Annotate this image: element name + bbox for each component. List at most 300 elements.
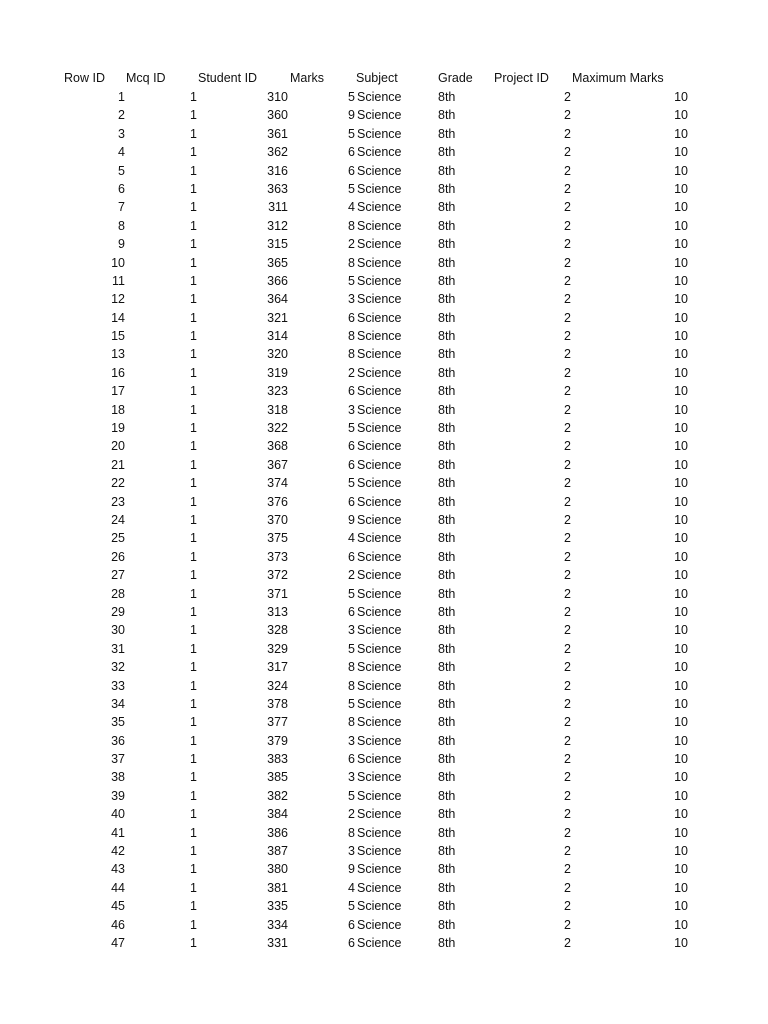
table-row (0, 658, 768, 676)
table-row (0, 327, 768, 345)
cell-marks: 6 (348, 439, 355, 454)
cell-row-id: 13 (111, 347, 125, 362)
cell-marks: 9 (348, 512, 355, 527)
table-row (0, 805, 768, 823)
cell-mcq-id: 1 (190, 770, 197, 785)
cell-marks: 6 (348, 549, 355, 564)
cell-row-id: 18 (111, 402, 125, 417)
table-row (0, 603, 768, 621)
header-grade: Grade (438, 71, 473, 85)
cell-marks: 4 (348, 200, 355, 215)
cell-mcq-id: 1 (190, 273, 197, 288)
cell-grade: 8th (438, 531, 456, 546)
cell-maximum-marks: 10 (674, 935, 688, 950)
cell-maximum-marks: 10 (674, 788, 688, 803)
cell-mcq-id: 1 (190, 145, 197, 160)
cell-maximum-marks: 10 (674, 126, 688, 141)
cell-marks: 4 (348, 531, 355, 546)
table-row (0, 198, 768, 216)
cell-row-id: 1 (118, 90, 125, 104)
cell-row-id: 16 (111, 365, 125, 380)
cell-mcq-id: 1 (190, 917, 197, 932)
cell-project-id: 2 (564, 770, 571, 785)
cell-grade: 8th (438, 273, 456, 288)
cell-student-id: 315 (267, 237, 288, 252)
cell-marks: 8 (348, 660, 355, 675)
cell-maximum-marks: 10 (674, 825, 688, 840)
cell-row-id: 40 (111, 807, 125, 822)
cell-marks: 3 (348, 770, 355, 785)
cell-project-id: 2 (564, 200, 571, 215)
cell-maximum-marks: 10 (674, 476, 688, 491)
cell-row-id: 33 (111, 678, 125, 693)
cell-student-id: 377 (267, 715, 288, 730)
cell-subject: Science (357, 512, 402, 527)
cell-maximum-marks: 10 (674, 678, 688, 693)
cell-grade: 8th (438, 163, 456, 178)
cell-mcq-id: 1 (190, 457, 197, 472)
cell-maximum-marks: 10 (674, 641, 688, 656)
cell-project-id: 2 (564, 365, 571, 380)
cell-project-id: 2 (564, 825, 571, 840)
cell-student-id: 314 (267, 329, 288, 344)
cell-marks: 6 (348, 145, 355, 160)
cell-mcq-id: 1 (190, 788, 197, 803)
cell-grade: 8th (438, 935, 456, 950)
cell-maximum-marks: 10 (674, 255, 688, 270)
cell-maximum-marks: 10 (674, 862, 688, 877)
cell-marks: 5 (348, 586, 355, 601)
cell-mcq-id: 1 (190, 218, 197, 233)
cell-mcq-id: 1 (190, 568, 197, 583)
cell-maximum-marks: 10 (674, 899, 688, 914)
table-row (0, 511, 768, 529)
cell-mcq-id: 1 (190, 844, 197, 859)
cell-row-id: 19 (111, 421, 125, 436)
cell-project-id: 2 (564, 255, 571, 270)
cell-marks: 6 (348, 917, 355, 932)
cell-project-id: 2 (564, 917, 571, 932)
cell-student-id: 328 (267, 623, 288, 638)
cell-project-id: 2 (564, 163, 571, 178)
cell-mcq-id: 1 (190, 696, 197, 711)
cell-grade: 8th (438, 641, 456, 656)
cell-marks: 3 (348, 402, 355, 417)
cell-maximum-marks: 10 (674, 623, 688, 638)
cell-marks: 8 (348, 218, 355, 233)
cell-marks: 5 (348, 181, 355, 196)
cell-row-id: 36 (111, 733, 125, 748)
cell-marks: 8 (348, 255, 355, 270)
cell-project-id: 2 (564, 512, 571, 527)
cell-marks: 2 (348, 568, 355, 583)
cell-subject: Science (357, 752, 402, 767)
cell-maximum-marks: 10 (674, 292, 688, 307)
cell-mcq-id: 1 (190, 237, 197, 252)
cell-subject: Science (357, 623, 402, 638)
cell-marks: 2 (348, 807, 355, 822)
cell-student-id: 368 (267, 439, 288, 454)
cell-row-id: 3 (118, 126, 125, 141)
cell-student-id: 322 (267, 421, 288, 436)
cell-mcq-id: 1 (190, 660, 197, 675)
cell-subject: Science (357, 660, 402, 675)
cell-marks: 5 (348, 273, 355, 288)
cell-subject: Science (357, 549, 402, 564)
cell-project-id: 2 (564, 696, 571, 711)
table-row (0, 677, 768, 695)
cell-student-id: 382 (267, 788, 288, 803)
cell-marks: 2 (348, 237, 355, 252)
cell-mcq-id: 1 (190, 292, 197, 307)
cell-row-id: 17 (111, 384, 125, 399)
cell-grade: 8th (438, 825, 456, 840)
cell-student-id: 373 (267, 549, 288, 564)
cell-mcq-id: 1 (190, 715, 197, 730)
cell-project-id: 2 (564, 752, 571, 767)
cell-subject: Science (357, 568, 402, 583)
cell-marks: 9 (348, 862, 355, 877)
cell-row-id: 31 (111, 641, 125, 656)
cell-marks: 6 (348, 604, 355, 619)
cell-subject: Science (357, 678, 402, 693)
table-row (0, 879, 768, 897)
cell-subject: Science (357, 862, 402, 877)
table-row (0, 180, 768, 198)
header-subject: Subject (356, 71, 398, 85)
cell-subject: Science (357, 439, 402, 454)
cell-mcq-id: 1 (190, 531, 197, 546)
table-row (0, 217, 768, 235)
cell-subject: Science (357, 641, 402, 656)
cell-maximum-marks: 10 (674, 347, 688, 362)
cell-maximum-marks: 10 (674, 604, 688, 619)
header-student-id: Student ID (198, 71, 258, 85)
cell-grade: 8th (438, 862, 456, 877)
cell-grade: 8th (438, 494, 456, 509)
cell-row-id: 9 (118, 237, 125, 252)
cell-row-id: 32 (111, 660, 125, 675)
table-row (0, 143, 768, 161)
cell-subject: Science (357, 218, 402, 233)
cell-student-id: 379 (267, 733, 288, 748)
cell-grade: 8th (438, 421, 456, 436)
table-row (0, 897, 768, 915)
cell-subject: Science (357, 476, 402, 491)
cell-subject: Science (357, 586, 402, 601)
cell-student-id: 363 (267, 181, 288, 196)
cell-mcq-id: 1 (190, 200, 197, 215)
cell-subject: Science (357, 163, 402, 178)
cell-subject: Science (357, 880, 402, 895)
cell-project-id: 2 (564, 678, 571, 693)
cell-maximum-marks: 10 (674, 218, 688, 233)
cell-subject: Science (357, 457, 402, 472)
cell-project-id: 2 (564, 457, 571, 472)
cell-maximum-marks: 10 (674, 494, 688, 509)
cell-mcq-id: 1 (190, 402, 197, 417)
cell-maximum-marks: 10 (674, 568, 688, 583)
cell-grade: 8th (438, 715, 456, 730)
cell-subject: Science (357, 531, 402, 546)
cell-mcq-id: 1 (190, 126, 197, 141)
cell-mcq-id: 1 (190, 384, 197, 399)
cell-row-id: 11 (112, 273, 125, 288)
header-mcq-id: Mcq ID (126, 71, 166, 85)
cell-marks: 8 (348, 825, 355, 840)
cell-grade: 8th (438, 568, 456, 583)
table-row (0, 860, 768, 878)
cell-project-id: 2 (564, 126, 571, 141)
cell-row-id: 39 (111, 788, 125, 803)
cell-subject: Science (357, 384, 402, 399)
cell-maximum-marks: 10 (674, 181, 688, 196)
cell-project-id: 2 (564, 586, 571, 601)
cell-mcq-id: 1 (190, 347, 197, 362)
cell-mcq-id: 1 (190, 549, 197, 564)
cell-mcq-id: 1 (190, 181, 197, 196)
cell-marks: 5 (348, 641, 355, 656)
cell-mcq-id: 1 (190, 365, 197, 380)
cell-subject: Science (357, 181, 402, 196)
cell-mcq-id: 1 (190, 880, 197, 895)
table-row (0, 272, 768, 290)
cell-subject: Science (357, 788, 402, 803)
cell-grade: 8th (438, 788, 456, 803)
cell-project-id: 2 (564, 531, 571, 546)
cell-row-id: 12 (111, 292, 125, 307)
cell-marks: 5 (348, 421, 355, 436)
cell-student-id: 380 (267, 862, 288, 877)
cell-maximum-marks: 10 (674, 715, 688, 730)
cell-marks: 5 (348, 696, 355, 711)
cell-marks: 3 (348, 292, 355, 307)
cell-subject: Science (357, 917, 402, 932)
cell-project-id: 2 (564, 310, 571, 325)
cell-mcq-id: 1 (190, 476, 197, 491)
cell-maximum-marks: 10 (674, 844, 688, 859)
cell-marks: 6 (348, 935, 355, 950)
cell-marks: 5 (348, 788, 355, 803)
cell-maximum-marks: 10 (674, 310, 688, 325)
cell-maximum-marks: 10 (674, 531, 688, 546)
cell-grade: 8th (438, 604, 456, 619)
table-row (0, 566, 768, 584)
cell-grade: 8th (438, 218, 456, 233)
cell-project-id: 2 (564, 402, 571, 417)
cell-row-id: 14 (111, 310, 125, 325)
cell-subject: Science (357, 696, 402, 711)
cell-maximum-marks: 10 (674, 402, 688, 417)
table-body (0, 88, 768, 952)
header-row-id: Row ID (64, 71, 105, 85)
table-row (0, 88, 768, 106)
cell-mcq-id: 1 (190, 678, 197, 693)
cell-mcq-id: 1 (190, 421, 197, 436)
table-row (0, 750, 768, 768)
cell-student-id: 384 (267, 807, 288, 822)
cell-subject: Science (357, 402, 402, 417)
cell-mcq-id: 1 (190, 935, 197, 950)
cell-grade: 8th (438, 770, 456, 785)
cell-student-id: 370 (267, 512, 288, 527)
cell-student-id: 387 (267, 844, 288, 859)
cell-project-id: 2 (564, 660, 571, 675)
cell-subject: Science (357, 935, 402, 950)
cell-subject: Science (357, 310, 402, 325)
cell-row-id: 21 (111, 457, 125, 472)
cell-maximum-marks: 10 (674, 770, 688, 785)
cell-project-id: 2 (564, 145, 571, 160)
cell-row-id: 41 (111, 825, 125, 840)
table-row (0, 474, 768, 492)
cell-grade: 8th (438, 365, 456, 380)
cell-marks: 3 (348, 623, 355, 638)
cell-grade: 8th (438, 402, 456, 417)
cell-project-id: 2 (564, 623, 571, 638)
cell-mcq-id: 1 (190, 899, 197, 914)
cell-project-id: 2 (564, 549, 571, 564)
table-row (0, 529, 768, 547)
cell-maximum-marks: 10 (674, 752, 688, 767)
header-project-id: Project ID (494, 71, 549, 85)
cell-subject: Science (357, 273, 402, 288)
cell-marks: 3 (348, 733, 355, 748)
table-row (0, 401, 768, 419)
cell-project-id: 2 (564, 347, 571, 362)
cell-student-id: 372 (267, 568, 288, 583)
cell-grade: 8th (438, 678, 456, 693)
cell-project-id: 2 (564, 862, 571, 877)
table-row (0, 437, 768, 455)
cell-mcq-id: 1 (190, 439, 197, 454)
cell-row-id: 7 (118, 200, 125, 215)
cell-row-id: 44 (111, 880, 125, 895)
cell-row-id: 30 (111, 623, 125, 638)
table-row (0, 934, 768, 952)
cell-student-id: 316 (267, 163, 288, 178)
cell-project-id: 2 (564, 108, 571, 123)
cell-student-id: 378 (267, 696, 288, 711)
cell-grade: 8th (438, 384, 456, 399)
cell-row-id: 28 (111, 586, 125, 601)
cell-project-id: 2 (564, 384, 571, 399)
cell-row-id: 5 (118, 163, 125, 178)
cell-row-id: 37 (111, 752, 125, 767)
table-row (0, 768, 768, 786)
cell-marks: 4 (348, 880, 355, 895)
cell-maximum-marks: 10 (674, 108, 688, 123)
cell-row-id: 24 (111, 512, 125, 527)
cell-marks: 5 (348, 90, 355, 104)
cell-project-id: 2 (564, 439, 571, 454)
cell-row-id: 4 (118, 145, 125, 160)
cell-marks: 9 (348, 108, 355, 123)
cell-maximum-marks: 10 (674, 90, 688, 104)
cell-project-id: 2 (564, 935, 571, 950)
cell-maximum-marks: 10 (674, 733, 688, 748)
cell-project-id: 2 (564, 899, 571, 914)
cell-student-id: 362 (267, 145, 288, 160)
cell-subject: Science (357, 421, 402, 436)
cell-grade: 8th (438, 126, 456, 141)
cell-maximum-marks: 10 (674, 163, 688, 178)
cell-student-id: 324 (267, 678, 288, 693)
cell-maximum-marks: 10 (674, 273, 688, 288)
cell-marks: 5 (348, 476, 355, 491)
cell-subject: Science (357, 899, 402, 914)
cell-grade: 8th (438, 660, 456, 675)
cell-row-id: 25 (111, 531, 125, 546)
cell-student-id: 321 (267, 310, 288, 325)
cell-subject: Science (357, 715, 402, 730)
cell-marks: 3 (348, 844, 355, 859)
cell-row-id: 2 (118, 108, 125, 123)
cell-maximum-marks: 10 (674, 917, 688, 932)
cell-student-id: 313 (267, 604, 288, 619)
cell-row-id: 27 (111, 568, 125, 583)
table-row (0, 824, 768, 842)
cell-mcq-id: 1 (190, 586, 197, 601)
table-row (0, 787, 768, 805)
cell-subject: Science (357, 604, 402, 619)
cell-maximum-marks: 10 (674, 549, 688, 564)
cell-marks: 8 (348, 678, 355, 693)
cell-project-id: 2 (564, 90, 571, 104)
table-row (0, 585, 768, 603)
cell-maximum-marks: 10 (674, 880, 688, 895)
table-row (0, 254, 768, 272)
table-row (0, 290, 768, 308)
cell-marks: 5 (348, 899, 355, 914)
cell-project-id: 2 (564, 568, 571, 583)
cell-student-id: 319 (267, 365, 288, 380)
cell-subject: Science (357, 733, 402, 748)
cell-project-id: 2 (564, 604, 571, 619)
cell-student-id: 360 (267, 108, 288, 123)
cell-marks: 8 (348, 347, 355, 362)
cell-row-id: 22 (111, 476, 125, 491)
table-row (0, 456, 768, 474)
cell-project-id: 2 (564, 421, 571, 436)
cell-row-id: 45 (111, 899, 125, 914)
cell-subject: Science (357, 825, 402, 840)
cell-row-id: 38 (111, 770, 125, 785)
cell-mcq-id: 1 (190, 163, 197, 178)
table-row (0, 364, 768, 382)
cell-grade: 8th (438, 90, 456, 104)
cell-maximum-marks: 10 (674, 512, 688, 527)
cell-row-id: 8 (118, 218, 125, 233)
cell-grade: 8th (438, 145, 456, 160)
table-row (0, 842, 768, 860)
cell-project-id: 2 (564, 807, 571, 822)
cell-grade: 8th (438, 899, 456, 914)
cell-maximum-marks: 10 (674, 145, 688, 160)
cell-project-id: 2 (564, 715, 571, 730)
cell-student-id: 374 (267, 476, 288, 491)
cell-row-id: 35 (111, 715, 125, 730)
cell-grade: 8th (438, 439, 456, 454)
cell-grade: 8th (438, 181, 456, 196)
cell-mcq-id: 1 (190, 310, 197, 325)
cell-marks: 6 (348, 752, 355, 767)
cell-grade: 8th (438, 917, 456, 932)
cell-student-id: 371 (267, 586, 288, 601)
cell-student-id: 331 (267, 935, 288, 950)
cell-grade: 8th (438, 200, 456, 215)
cell-mcq-id: 1 (190, 255, 197, 270)
